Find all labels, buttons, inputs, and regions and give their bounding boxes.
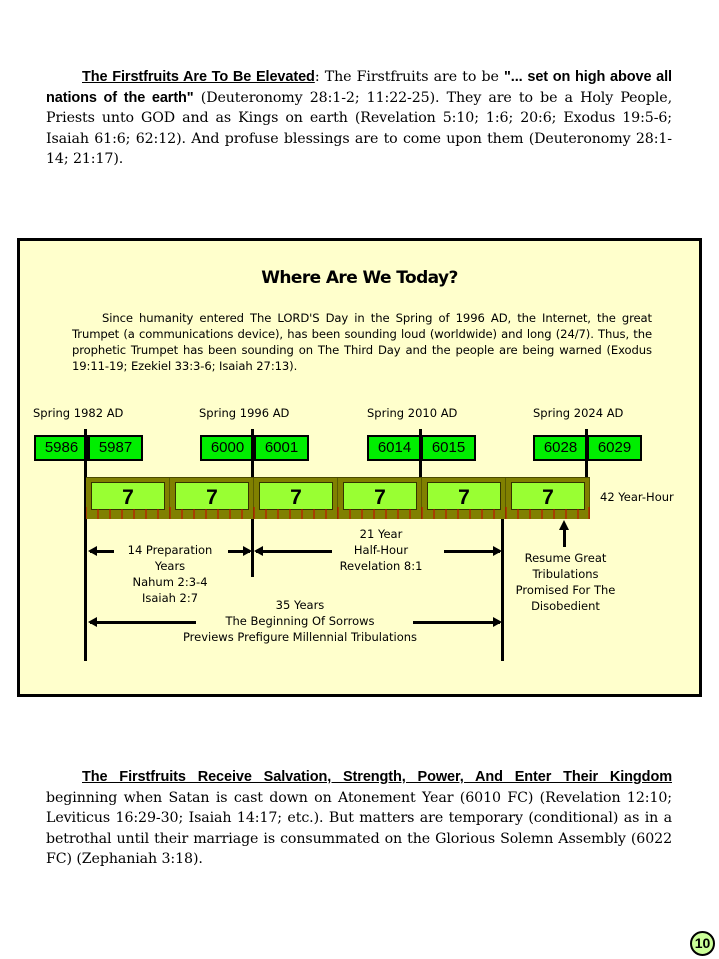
year-cell: 6028 [543, 439, 578, 456]
marker-line-2010-bottom [501, 518, 504, 661]
year-cell: 6015 [420, 437, 474, 459]
marker-label-1982: Spring 1982 AD [33, 406, 124, 420]
segment-value: 7 [427, 482, 501, 510]
resume-tribulations-label [508, 550, 623, 614]
segment-value: 7 [175, 482, 249, 510]
scripture-quote: "... set on high above all nations of the earth" [46, 69, 672, 106]
where-are-we-today-diagram [17, 238, 702, 697]
span-21-line: Revelation 8:1 [339, 559, 423, 573]
paragraph-text: : The Firstfruits are to be [314, 69, 505, 85]
diagram-title: Where Are We Today? [261, 268, 458, 288]
arrow-right-icon [444, 550, 500, 553]
marker-label-2024: Spring 2024 AD [533, 406, 624, 420]
year-cell: 6001 [253, 437, 307, 459]
diagram-intro [72, 310, 652, 374]
year-cell: 6029 [586, 437, 640, 459]
marker-label-1996: Spring 1996 AD [199, 406, 290, 420]
paragraph-text: (Deuteronomy 28:1-2; 11:22-25). They are to be a Holy People, Priests unto GOD and as Kings on earth (Revelation 5:10; 1:6; 20:6; Exodus 19:5-6; Isaiah 61:6; 62:12). And profuse blessings are to come upon them (Deuteronomy 28:1-14; 21:17). [46, 89, 672, 167]
span-21-line: Half-Hour [353, 543, 409, 557]
year-pair-1982 [34, 435, 143, 461]
span-14-line: Nahum 2:3-4 [132, 575, 208, 589]
marker-line-2024 [585, 429, 588, 477]
arrow-up-icon [563, 529, 566, 547]
segment-value: 7 [511, 482, 585, 510]
segment-value: 7 [343, 482, 417, 510]
segment-value: 7 [259, 482, 333, 510]
year-cell: 5987 [87, 437, 141, 459]
bar-total-label: 42 Year-Hour [600, 490, 674, 504]
marker-line-1982 [84, 429, 87, 661]
resume-line: Tribulations [532, 567, 599, 581]
arrow-right-icon [228, 550, 250, 553]
span-35-line: Previews Prefigure Millennial Tribulations [182, 630, 418, 644]
paragraph-firstfruits-salvation [46, 767, 672, 870]
span-21-line: 21 Year [359, 527, 403, 541]
diagram-intro-text: Since humanity entered The LORD'S Day in the Spring of 1996 AD, the Internet, the great Trumpet (a communications device), has been sounding loud (worldwide) and long (24/7). Thus, the prophetic Trumpet has been sounding on The Third Day and the people are being warned (Exodus 19:11-19; Ezekiel 33:3-6; Isaiah 27:13). [72, 311, 652, 373]
segment-value: 7 [91, 482, 165, 510]
paragraph-firstfruits-elevated [46, 67, 672, 170]
arrow-up-head-icon [559, 520, 569, 530]
marker-label-2010: Spring 2010 AD [367, 406, 458, 420]
year-cell: 5986 [44, 439, 79, 456]
page-number-badge: 10 [690, 931, 715, 956]
section-heading: The Firstfruits Are To Be Elevated [82, 69, 315, 85]
marker-line-2010-top [419, 429, 422, 477]
year-cell: 6014 [377, 439, 412, 456]
span-35-label [150, 597, 450, 645]
resume-line: Promised For The [515, 583, 616, 597]
span-35-line: 35 Years [275, 598, 325, 612]
timeline-bar [86, 477, 590, 519]
resume-line: Disobedient [531, 599, 600, 613]
year-cell: 6000 [210, 439, 245, 456]
paragraph-text: beginning when Satan is cast down on Atonement Year (6010 FC) (Revelation 12:10; Leviticus 16:29-30; Isaiah 14:17; etc.). But matters are temporary (conditional) as in a betrothal until their marriage is consummated on the Glorious Solemn Assembly (6022 FC) (Zephaniah 3:18). [46, 789, 672, 867]
span-14-line: 14 Preparation [127, 543, 213, 557]
year-pair-1996 [200, 435, 309, 461]
section-heading: The Firstfruits Receive Salvation, Strength, Power, And Enter Their Kingdom [82, 769, 672, 785]
resume-line: Resume Great [524, 551, 607, 565]
year-tick-marks [86, 507, 590, 519]
span-14-line: Years [154, 559, 186, 573]
span-14-line: Isaiah 2:7 [141, 591, 199, 605]
span-35-line: The Beginning Of Sorrows [225, 614, 375, 628]
span-21-label [316, 526, 446, 574]
